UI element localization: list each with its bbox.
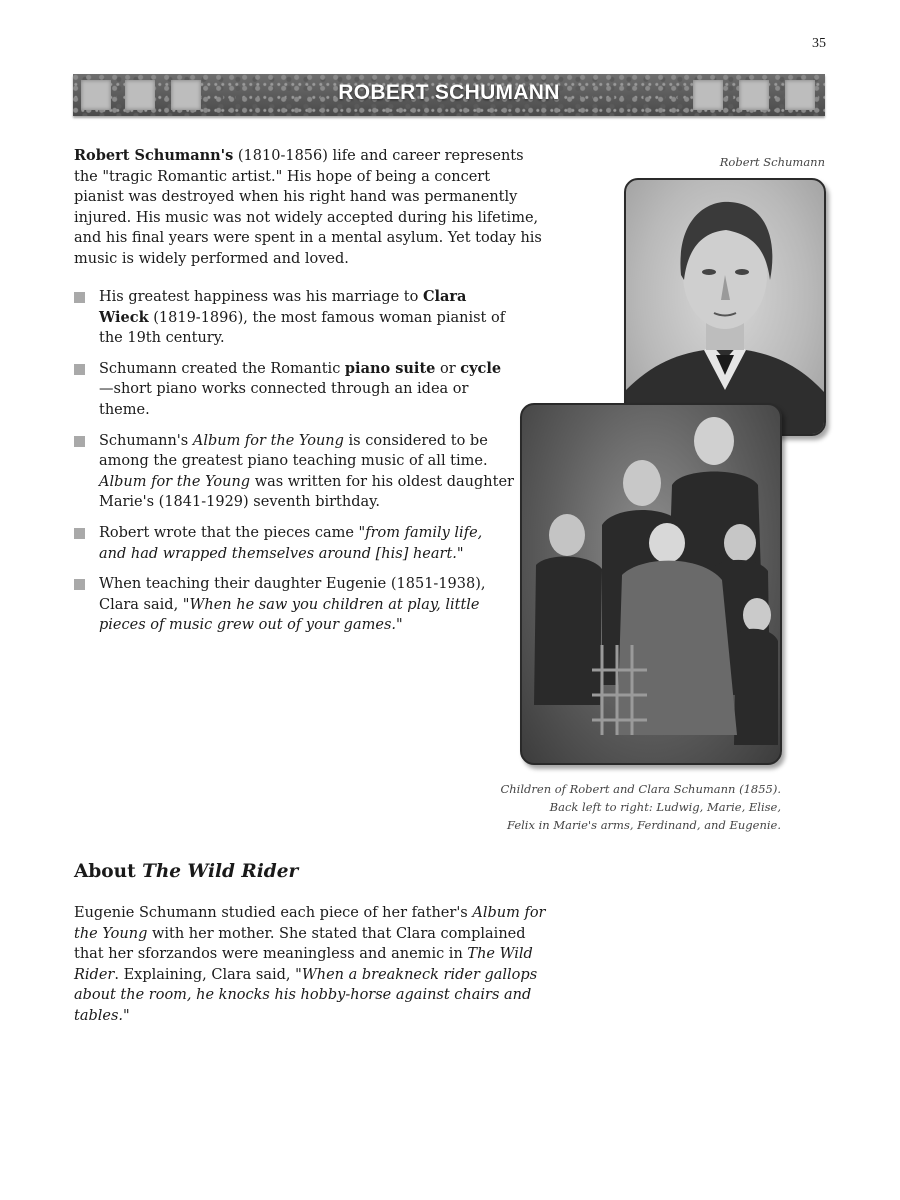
bullet-square-icon (74, 579, 85, 590)
caption-line: Back left to right: Ludwig, Marie, Elise, (549, 800, 781, 814)
bullet-square-icon (74, 292, 85, 303)
title-banner (73, 74, 825, 116)
bullet-square-icon (74, 364, 85, 375)
bullet-text: Schumann's (99, 432, 193, 449)
about-quote: "When a breakneck rider gallops about the room, he knocks his hobby-horse against chairs and tables." (74, 966, 538, 1024)
bullet-bold: cycle (460, 359, 502, 377)
children-photo-caption (440, 780, 781, 834)
intro-text: (1810-1856) life and career represents the "tragic Romantic artist." His hope of being a concert pianist was destroyed when his right hand was permanently injured. His music was not widely accepted during his lifetime, and his final years were spent in a mental asylum. Yet today his music is widely performed and loved. (74, 148, 542, 267)
bullet-text: Schumann created the Romantic (99, 360, 345, 377)
bullet-text: Robert wrote that the pieces came (99, 524, 359, 541)
bullet-italic: Album for the Young (192, 432, 344, 449)
bullet-quote: "from family life, and had wrapped themselves around [his] heart." (99, 524, 483, 562)
page-title: ROBERT SCHUMANN (338, 81, 560, 104)
caption-line: Children of Robert and Clara Schumann (1855). (500, 782, 781, 796)
portrait-caption: Robert Schumann (719, 155, 825, 169)
bullet-text: is considered to be among the greatest piano teaching music of all time. (99, 432, 488, 470)
bullet-text: His greatest happiness was his marriage to (99, 289, 423, 305)
bullet-text: When teaching their daughter Eugenie (1851-1938), Clara said, (99, 576, 486, 613)
bullet-bold: Clara Wieck (99, 288, 467, 326)
bullet-item (74, 523, 514, 564)
bullet-italic: Album for the Young (99, 473, 251, 490)
bullet-square-icon (74, 436, 85, 447)
about-paragraph (74, 903, 549, 1027)
bullet-text: —short piano works connected through an idea or theme. (99, 381, 469, 418)
banner-square (693, 80, 723, 110)
bullet-square-icon (74, 528, 85, 539)
bullet-quote: "When he saw you children at play, little pieces of music grew out of your games." (99, 596, 480, 634)
caption-line: Felix in Marie's arms, Ferdinand, and Eugenie. (506, 818, 781, 832)
banner-square (785, 80, 815, 110)
banner-square (739, 80, 769, 110)
bullet-text: (1819-1896), the most famous woman pianist of the 19th century. (99, 309, 506, 347)
bullet-list (74, 287, 514, 646)
about-heading (74, 861, 298, 882)
heading-title: The Wild Rider (142, 861, 299, 882)
schumann-portrait-image (624, 178, 826, 436)
about-italic: Album for the Young (74, 905, 546, 942)
bullet-bold: piano suite (344, 359, 436, 377)
about-text: . Explaining, Clara said, (114, 966, 296, 983)
about-italic: The Wild Rider (74, 946, 533, 983)
about-text: with her mother. She stated that Clara complained that her sforzandos were meaningless and anemic in (74, 925, 526, 963)
heading-prefix: About (74, 861, 143, 882)
intro-paragraph (74, 146, 544, 270)
bullet-text: or (435, 360, 461, 377)
bullet-item (74, 287, 514, 349)
bullet-text: was written for his oldest daughter Marie's (1841-1929) seventh birthday. (99, 473, 514, 511)
schumann-children-photo (520, 403, 782, 765)
bullet-item (74, 574, 514, 636)
intro-name: Robert Schumann's (74, 147, 234, 164)
page-number: 35 (812, 36, 826, 51)
bullet-item (74, 431, 514, 513)
about-text: Eugenie Schumann studied each piece of her father's (74, 905, 473, 921)
bullet-item (74, 359, 514, 421)
